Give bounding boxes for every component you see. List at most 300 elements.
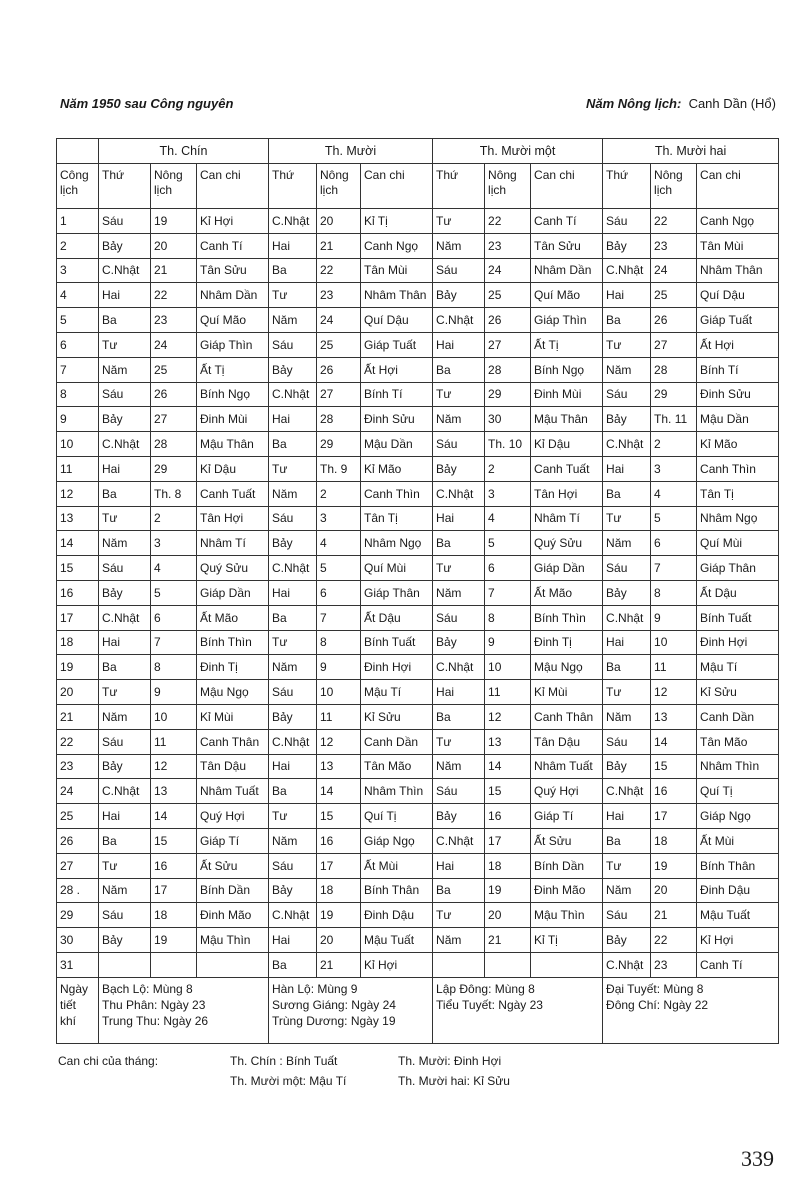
can-chi-cell: Kỉ Hợi bbox=[361, 952, 433, 977]
can-chi-cell: Bính Thìn bbox=[197, 630, 269, 655]
lunar-day-cell: Th. 8 bbox=[151, 481, 197, 506]
lunar-day-cell: 23 bbox=[651, 233, 697, 258]
solar-terms-cell bbox=[433, 977, 603, 1043]
solar-term: Hàn Lộ: Mùng 9 bbox=[272, 981, 358, 996]
weekday-cell: Năm bbox=[433, 407, 485, 432]
weekday-cell: Ba bbox=[433, 531, 485, 556]
lunar-day-cell: 24 bbox=[151, 332, 197, 357]
table-row bbox=[57, 729, 779, 754]
weekday-cell: Ba bbox=[99, 655, 151, 680]
can-chi-cell: Nhâm Tuất bbox=[197, 779, 269, 804]
lunar-day-cell: 24 bbox=[485, 258, 531, 283]
table-row bbox=[57, 258, 779, 283]
footer-month-9: Th. Chín : Bính Tuất bbox=[230, 1054, 338, 1068]
can-chi-cell: Quý Sửu bbox=[197, 556, 269, 581]
calendar-table bbox=[56, 138, 779, 1044]
can-chi-cell: Giáp Thìn bbox=[531, 308, 603, 333]
weekday-cell: C.Nhật bbox=[603, 258, 651, 283]
weekday-cell: Hai bbox=[269, 233, 317, 258]
weekday-cell: Hai bbox=[269, 928, 317, 953]
lunar-day-cell: 25 bbox=[151, 357, 197, 382]
can-chi-cell: Nhâm Ngọ bbox=[697, 506, 779, 531]
lunar-day-cell: 11 bbox=[317, 704, 361, 729]
solar-day-cell: 18 bbox=[57, 630, 99, 655]
weekday-cell: Năm bbox=[269, 308, 317, 333]
can-chi-cell: Canh Ngọ bbox=[361, 233, 433, 258]
lunar-day-cell: 9 bbox=[151, 680, 197, 705]
weekday-cell: Sáu bbox=[99, 729, 151, 754]
lunar-day-cell: 2 bbox=[485, 456, 531, 481]
lunar-day-cell: 3 bbox=[651, 456, 697, 481]
solar-day-cell: 24 bbox=[57, 779, 99, 804]
month-header: Th. Mười một bbox=[433, 139, 603, 164]
weekday-cell: Ba bbox=[603, 828, 651, 853]
weekday-cell: Bảy bbox=[603, 407, 651, 432]
can-chi-cell: Nhâm Thân bbox=[361, 283, 433, 308]
table-row bbox=[57, 655, 779, 680]
can-chi-cell: Mậu Thân bbox=[531, 407, 603, 432]
lunar-day-cell: 25 bbox=[317, 332, 361, 357]
weekday-cell: C.Nhật bbox=[433, 308, 485, 333]
month-header: Th. Chín bbox=[99, 139, 269, 164]
lunar-day-cell: 12 bbox=[485, 704, 531, 729]
can-chi-cell: Tân Mão bbox=[361, 754, 433, 779]
weekday-cell: Tư bbox=[433, 209, 485, 234]
lunar-day-cell: 28 bbox=[151, 432, 197, 457]
lunar-day-cell: 18 bbox=[317, 878, 361, 903]
can-chi-cell: Kỉ Hợi bbox=[697, 928, 779, 953]
solar-term: Đông Chí: Ngày 22 bbox=[606, 997, 709, 1012]
table-row bbox=[57, 952, 779, 977]
lunar-day-cell: 20 bbox=[651, 878, 697, 903]
weekday-cell: Hai bbox=[99, 456, 151, 481]
table-row bbox=[57, 209, 779, 234]
table-row bbox=[57, 779, 779, 804]
weekday-cell bbox=[433, 952, 485, 977]
lunar-day-cell: 12 bbox=[151, 754, 197, 779]
lunar-day-cell: 8 bbox=[151, 655, 197, 680]
can-chi-cell: Bính Tí bbox=[697, 357, 779, 382]
lunar-day-cell: 27 bbox=[151, 407, 197, 432]
lunar-day-cell: 5 bbox=[317, 556, 361, 581]
lunar-day-cell: 15 bbox=[485, 779, 531, 804]
can-chi-cell: Ất Hợi bbox=[361, 357, 433, 382]
can-chi-cell: Nhâm Dần bbox=[197, 283, 269, 308]
can-chi-cell: Giáp Tuất bbox=[361, 332, 433, 357]
month-header: Th. Mười hai bbox=[603, 139, 779, 164]
weekday-cell: C.Nhật bbox=[433, 828, 485, 853]
lunar-day-cell: 2 bbox=[651, 432, 697, 457]
solar-terms-row bbox=[57, 977, 779, 1043]
lunar-day-cell: 17 bbox=[317, 853, 361, 878]
weekday-cell: Bảy bbox=[99, 754, 151, 779]
weekday-cell: C.Nhật bbox=[269, 556, 317, 581]
weekday-cell: Bảy bbox=[99, 580, 151, 605]
lunar-day-cell: 23 bbox=[317, 283, 361, 308]
can-chi-cell: Quí Mão bbox=[197, 308, 269, 333]
solar-day-cell: 8 bbox=[57, 382, 99, 407]
lunar-day-cell: 11 bbox=[651, 655, 697, 680]
can-chi-cell: Nhâm Tí bbox=[531, 506, 603, 531]
lunar-day-cell: 7 bbox=[651, 556, 697, 581]
weekday-cell: Bảy bbox=[603, 754, 651, 779]
can-chi-cell: Đinh Hợi bbox=[361, 655, 433, 680]
lunar-day-cell: 26 bbox=[485, 308, 531, 333]
weekday-cell: Bảy bbox=[99, 407, 151, 432]
can-chi-cell: Nhâm Tuất bbox=[531, 754, 603, 779]
can-chi-cell: Bính Tuất bbox=[697, 605, 779, 630]
weekday-cell: C.Nhật bbox=[603, 952, 651, 977]
weekday-cell: C.Nhật bbox=[603, 605, 651, 630]
can-chi-cell: Quý Sửu bbox=[531, 531, 603, 556]
lunar-day-cell: 10 bbox=[651, 630, 697, 655]
table-row bbox=[57, 828, 779, 853]
can-chi-cell: Nhâm Dần bbox=[531, 258, 603, 283]
lunar-day-cell: 14 bbox=[317, 779, 361, 804]
can-chi-cell: Canh Tí bbox=[197, 233, 269, 258]
can-chi-cell: Canh Thìn bbox=[361, 481, 433, 506]
lunar-day-cell: 16 bbox=[151, 853, 197, 878]
weekday-cell: Hai bbox=[99, 283, 151, 308]
solar-day-cell: 26 bbox=[57, 828, 99, 853]
weekday-cell: Ba bbox=[269, 432, 317, 457]
can-chi-cell: Tân Sửu bbox=[197, 258, 269, 283]
solar-day-cell: 21 bbox=[57, 704, 99, 729]
solar-terms-cell bbox=[269, 977, 433, 1043]
can-chi-cell: Canh Thân bbox=[531, 704, 603, 729]
table-row bbox=[57, 531, 779, 556]
can-chi-cell: Ất Dậu bbox=[697, 580, 779, 605]
can-chi-cell: Tân Hợi bbox=[531, 481, 603, 506]
lunar-day-cell: 29 bbox=[317, 432, 361, 457]
can-chi-cell: Kỉ Sửu bbox=[361, 704, 433, 729]
lunar-day-cell: 26 bbox=[651, 308, 697, 333]
weekday-cell: Bảy bbox=[603, 580, 651, 605]
lunar-day-cell: 8 bbox=[485, 605, 531, 630]
table-row bbox=[57, 903, 779, 928]
lunar-day-cell: 22 bbox=[651, 209, 697, 234]
weekday-cell: C.Nhật bbox=[99, 605, 151, 630]
can-chi-cell: Mậu Dần bbox=[697, 407, 779, 432]
solar-day-cell: 13 bbox=[57, 506, 99, 531]
solar-term: Bạch Lộ: Mùng 8 bbox=[102, 981, 193, 996]
can-chi-cell: Quí Mão bbox=[531, 283, 603, 308]
lunar-day-cell: 2 bbox=[317, 481, 361, 506]
table-row bbox=[57, 357, 779, 382]
weekday-cell: Tư bbox=[99, 680, 151, 705]
weekday-cell: Hai bbox=[603, 283, 651, 308]
weekday-cell: Ba bbox=[99, 481, 151, 506]
lunar-day-cell: 4 bbox=[317, 531, 361, 556]
weekday-cell: Bảy bbox=[269, 531, 317, 556]
lunar-day-cell: 29 bbox=[151, 456, 197, 481]
lunar-day-cell: 23 bbox=[651, 952, 697, 977]
lunar-day-cell: 13 bbox=[485, 729, 531, 754]
can-chi-cell: Bính Thân bbox=[361, 878, 433, 903]
weekday-cell: Sáu bbox=[99, 903, 151, 928]
weekday-cell: Tư bbox=[99, 506, 151, 531]
table-row bbox=[57, 308, 779, 333]
table-row bbox=[57, 456, 779, 481]
solar-day-cell: 25 bbox=[57, 804, 99, 829]
weekday-cell bbox=[99, 952, 151, 977]
table-row bbox=[57, 506, 779, 531]
weekday-cell: Hai bbox=[603, 804, 651, 829]
weekday-cell: Bảy bbox=[433, 283, 485, 308]
lunar-day-cell: 17 bbox=[151, 878, 197, 903]
weekday-cell: Hai bbox=[269, 407, 317, 432]
can-chi-cell: Kỉ Dậu bbox=[197, 456, 269, 481]
weekday-cell: Bảy bbox=[99, 233, 151, 258]
weekday-cell: Tư bbox=[433, 382, 485, 407]
weekday-cell: Năm bbox=[433, 233, 485, 258]
can-chi-cell: Đinh Sửu bbox=[361, 407, 433, 432]
can-chi-cell: Đinh Mùi bbox=[531, 382, 603, 407]
weekday-cell: Hai bbox=[99, 804, 151, 829]
can-chi-cell: Canh Tí bbox=[697, 952, 779, 977]
solar-day-cell: 12 bbox=[57, 481, 99, 506]
lunar-day-cell: 30 bbox=[485, 407, 531, 432]
lunar-day-cell: 19 bbox=[151, 928, 197, 953]
weekday-cell: C.Nhật bbox=[603, 779, 651, 804]
weekday-cell: Sáu bbox=[603, 209, 651, 234]
can-chi-cell: Giáp Tí bbox=[531, 804, 603, 829]
lunar-day-cell: 27 bbox=[651, 332, 697, 357]
solar-terms-label: Ngày tiết khí bbox=[57, 977, 99, 1043]
weekday-cell: Sáu bbox=[433, 605, 485, 630]
header-year: Năm 1950 sau Công nguyên bbox=[60, 96, 234, 111]
weekday-cell: Bảy bbox=[603, 928, 651, 953]
weekday-cell: Hai bbox=[433, 506, 485, 531]
solar-term: Trung Thu: Ngày 26 bbox=[102, 1013, 209, 1028]
weekday-cell: Năm bbox=[603, 878, 651, 903]
can-chi-cell: Giáp Thân bbox=[361, 580, 433, 605]
table-row bbox=[57, 332, 779, 357]
can-chi-cell: Đinh Mùi bbox=[197, 407, 269, 432]
can-chi-cell: Bính Ngọ bbox=[197, 382, 269, 407]
can-chi-cell: Đinh Hợi bbox=[697, 630, 779, 655]
lunar-day-cell: 18 bbox=[485, 853, 531, 878]
can-chi-cell: Tân Hợi bbox=[197, 506, 269, 531]
solar-day-cell: 30 bbox=[57, 928, 99, 953]
weekday-header: Thứ bbox=[603, 164, 651, 209]
table-row bbox=[57, 804, 779, 829]
lunar-day-cell: 12 bbox=[317, 729, 361, 754]
solar-term: Trùng Dương: Ngày 19 bbox=[272, 1013, 396, 1028]
lunar-year-value: Canh Dần (Hổ) bbox=[688, 96, 776, 111]
can-chi-cell: Tân Sửu bbox=[531, 233, 603, 258]
weekday-cell: Bảy bbox=[433, 456, 485, 481]
lunar-day-cell: 26 bbox=[317, 357, 361, 382]
weekday-cell: Năm bbox=[433, 928, 485, 953]
weekday-header: Thứ bbox=[99, 164, 151, 209]
table-row bbox=[57, 754, 779, 779]
lunar-day-cell: 15 bbox=[151, 828, 197, 853]
can-chi-cell: Đinh Tị bbox=[197, 655, 269, 680]
can-chi-cell: Giáp Dần bbox=[531, 556, 603, 581]
can-chi-cell: Mậu Thân bbox=[197, 432, 269, 457]
weekday-cell: Hai bbox=[269, 754, 317, 779]
weekday-cell: Sáu bbox=[269, 680, 317, 705]
weekday-cell: Ba bbox=[433, 704, 485, 729]
weekday-cell: Bảy bbox=[269, 878, 317, 903]
weekday-cell: Hai bbox=[269, 580, 317, 605]
can-chi-cell: Đinh Mão bbox=[197, 903, 269, 928]
lunar-day-header: Nông lịch bbox=[485, 164, 531, 209]
lunar-day-cell: 14 bbox=[151, 804, 197, 829]
can-chi-header: Can chi bbox=[531, 164, 603, 209]
weekday-cell: Sáu bbox=[433, 432, 485, 457]
solar-day-cell: 7 bbox=[57, 357, 99, 382]
solar-day-cell: 4 bbox=[57, 283, 99, 308]
weekday-cell: Năm bbox=[603, 531, 651, 556]
footer-label: Can chi của tháng: bbox=[58, 1054, 159, 1068]
lunar-day-cell: 28 bbox=[651, 357, 697, 382]
weekday-cell: Sáu bbox=[99, 382, 151, 407]
can-chi-cell: Mậu Thìn bbox=[197, 928, 269, 953]
lunar-day-cell bbox=[485, 952, 531, 977]
weekday-cell: Năm bbox=[99, 878, 151, 903]
table-row bbox=[57, 283, 779, 308]
month-header: Th. Mười bbox=[269, 139, 433, 164]
can-chi-cell: Ất Sửu bbox=[197, 853, 269, 878]
table-row bbox=[57, 928, 779, 953]
corner-cell bbox=[57, 139, 99, 164]
lunar-day-cell: 14 bbox=[485, 754, 531, 779]
weekday-cell: Hai bbox=[603, 630, 651, 655]
can-chi-cell: Tân Mùi bbox=[697, 233, 779, 258]
can-chi-cell: Ất Dậu bbox=[361, 605, 433, 630]
can-chi-cell: Giáp Thìn bbox=[197, 332, 269, 357]
weekday-cell: Tư bbox=[603, 853, 651, 878]
lunar-day-cell: 29 bbox=[651, 382, 697, 407]
solar-terms-cell bbox=[99, 977, 269, 1043]
can-chi-cell: Quí Tị bbox=[697, 779, 779, 804]
lunar-day-cell: 15 bbox=[651, 754, 697, 779]
solar-day-cell: 31 bbox=[57, 952, 99, 977]
weekday-cell: Tư bbox=[603, 506, 651, 531]
solar-day-cell: 6 bbox=[57, 332, 99, 357]
weekday-cell: C.Nhật bbox=[603, 432, 651, 457]
lunar-day-cell: 16 bbox=[651, 779, 697, 804]
can-chi-cell: Đinh Mão bbox=[531, 878, 603, 903]
weekday-cell: Ba bbox=[269, 258, 317, 283]
weekday-header: Thứ bbox=[269, 164, 317, 209]
weekday-cell: C.Nhật bbox=[433, 481, 485, 506]
lunar-day-cell: 21 bbox=[485, 928, 531, 953]
solar-day-cell: 1 bbox=[57, 209, 99, 234]
lunar-day-cell: 22 bbox=[317, 258, 361, 283]
lunar-day-cell: 22 bbox=[485, 209, 531, 234]
weekday-cell: Năm bbox=[433, 754, 485, 779]
lunar-day-cell: 21 bbox=[151, 258, 197, 283]
weekday-cell: Ba bbox=[99, 308, 151, 333]
can-chi-cell: Tân Tị bbox=[361, 506, 433, 531]
can-chi-cell: Mậu Ngọ bbox=[531, 655, 603, 680]
weekday-cell: Ba bbox=[433, 878, 485, 903]
table-row bbox=[57, 704, 779, 729]
weekday-cell: Sáu bbox=[433, 779, 485, 804]
can-chi-cell: Tân Dậu bbox=[197, 754, 269, 779]
lunar-day-cell: 10 bbox=[151, 704, 197, 729]
weekday-cell: Năm bbox=[603, 357, 651, 382]
table-row bbox=[57, 630, 779, 655]
lunar-day-cell: Th. 10 bbox=[485, 432, 531, 457]
can-chi-cell: Quí Tị bbox=[361, 804, 433, 829]
month-header-row bbox=[57, 139, 779, 164]
weekday-cell: Bảy bbox=[433, 804, 485, 829]
can-chi-cell: Đinh Sửu bbox=[697, 382, 779, 407]
can-chi-cell: Mậu Dần bbox=[361, 432, 433, 457]
weekday-cell: Sáu bbox=[603, 903, 651, 928]
lunar-day-cell: 29 bbox=[485, 382, 531, 407]
can-chi-cell: Bính Dần bbox=[531, 853, 603, 878]
weekday-cell: Tư bbox=[433, 729, 485, 754]
can-chi-cell: Quí Mùi bbox=[697, 531, 779, 556]
weekday-cell: Tư bbox=[99, 332, 151, 357]
solar-day-cell: 11 bbox=[57, 456, 99, 481]
lunar-day-cell: 8 bbox=[651, 580, 697, 605]
weekday-cell: Năm bbox=[269, 655, 317, 680]
can-chi-cell: Nhâm Tí bbox=[197, 531, 269, 556]
lunar-day-cell: 6 bbox=[651, 531, 697, 556]
weekday-cell: Sáu bbox=[269, 506, 317, 531]
lunar-day-cell: 20 bbox=[317, 209, 361, 234]
lunar-day-cell: 9 bbox=[485, 630, 531, 655]
lunar-day-cell: 13 bbox=[151, 779, 197, 804]
solar-day-header: Công lịch bbox=[57, 164, 99, 209]
can-chi-cell: Canh Tuất bbox=[197, 481, 269, 506]
can-chi-cell: Tân Tị bbox=[697, 481, 779, 506]
weekday-cell: Sáu bbox=[603, 729, 651, 754]
lunar-day-cell: 22 bbox=[651, 928, 697, 953]
footer-month-10: Th. Mười: Đinh Hợi bbox=[398, 1054, 502, 1068]
weekday-cell: Sáu bbox=[99, 556, 151, 581]
lunar-day-cell: 4 bbox=[151, 556, 197, 581]
weekday-cell: C.Nhật bbox=[99, 779, 151, 804]
solar-term: Sương Giáng: Ngày 24 bbox=[272, 997, 396, 1012]
lunar-day-cell: 16 bbox=[317, 828, 361, 853]
weekday-cell: Hai bbox=[433, 332, 485, 357]
weekday-cell: Sáu bbox=[269, 853, 317, 878]
weekday-cell: Ba bbox=[603, 655, 651, 680]
can-chi-cell: Canh Dần bbox=[697, 704, 779, 729]
can-chi-cell bbox=[197, 952, 269, 977]
can-chi-cell: Nhâm Thân bbox=[697, 258, 779, 283]
weekday-cell: Tư bbox=[433, 903, 485, 928]
can-chi-cell: Ất Tị bbox=[197, 357, 269, 382]
lunar-day-cell: 19 bbox=[651, 853, 697, 878]
lunar-day-cell: 3 bbox=[317, 506, 361, 531]
weekday-cell: Ba bbox=[603, 481, 651, 506]
can-chi-cell: Kỉ Tị bbox=[361, 209, 433, 234]
table-row bbox=[57, 407, 779, 432]
weekday-cell: Tư bbox=[269, 283, 317, 308]
weekday-cell: Năm bbox=[269, 481, 317, 506]
lunar-day-cell: 5 bbox=[485, 531, 531, 556]
lunar-day-cell: 10 bbox=[317, 680, 361, 705]
solar-terms-cell bbox=[603, 977, 779, 1043]
lunar-day-cell: 27 bbox=[485, 332, 531, 357]
weekday-cell: Tư bbox=[433, 556, 485, 581]
lunar-day-cell: 19 bbox=[317, 903, 361, 928]
lunar-day-cell: Th. 11 bbox=[651, 407, 697, 432]
weekday-cell: C.Nhật bbox=[433, 655, 485, 680]
lunar-day-cell: 21 bbox=[317, 233, 361, 258]
lunar-day-cell: 6 bbox=[317, 580, 361, 605]
lunar-day-cell: 21 bbox=[651, 903, 697, 928]
solar-day-cell: 15 bbox=[57, 556, 99, 581]
